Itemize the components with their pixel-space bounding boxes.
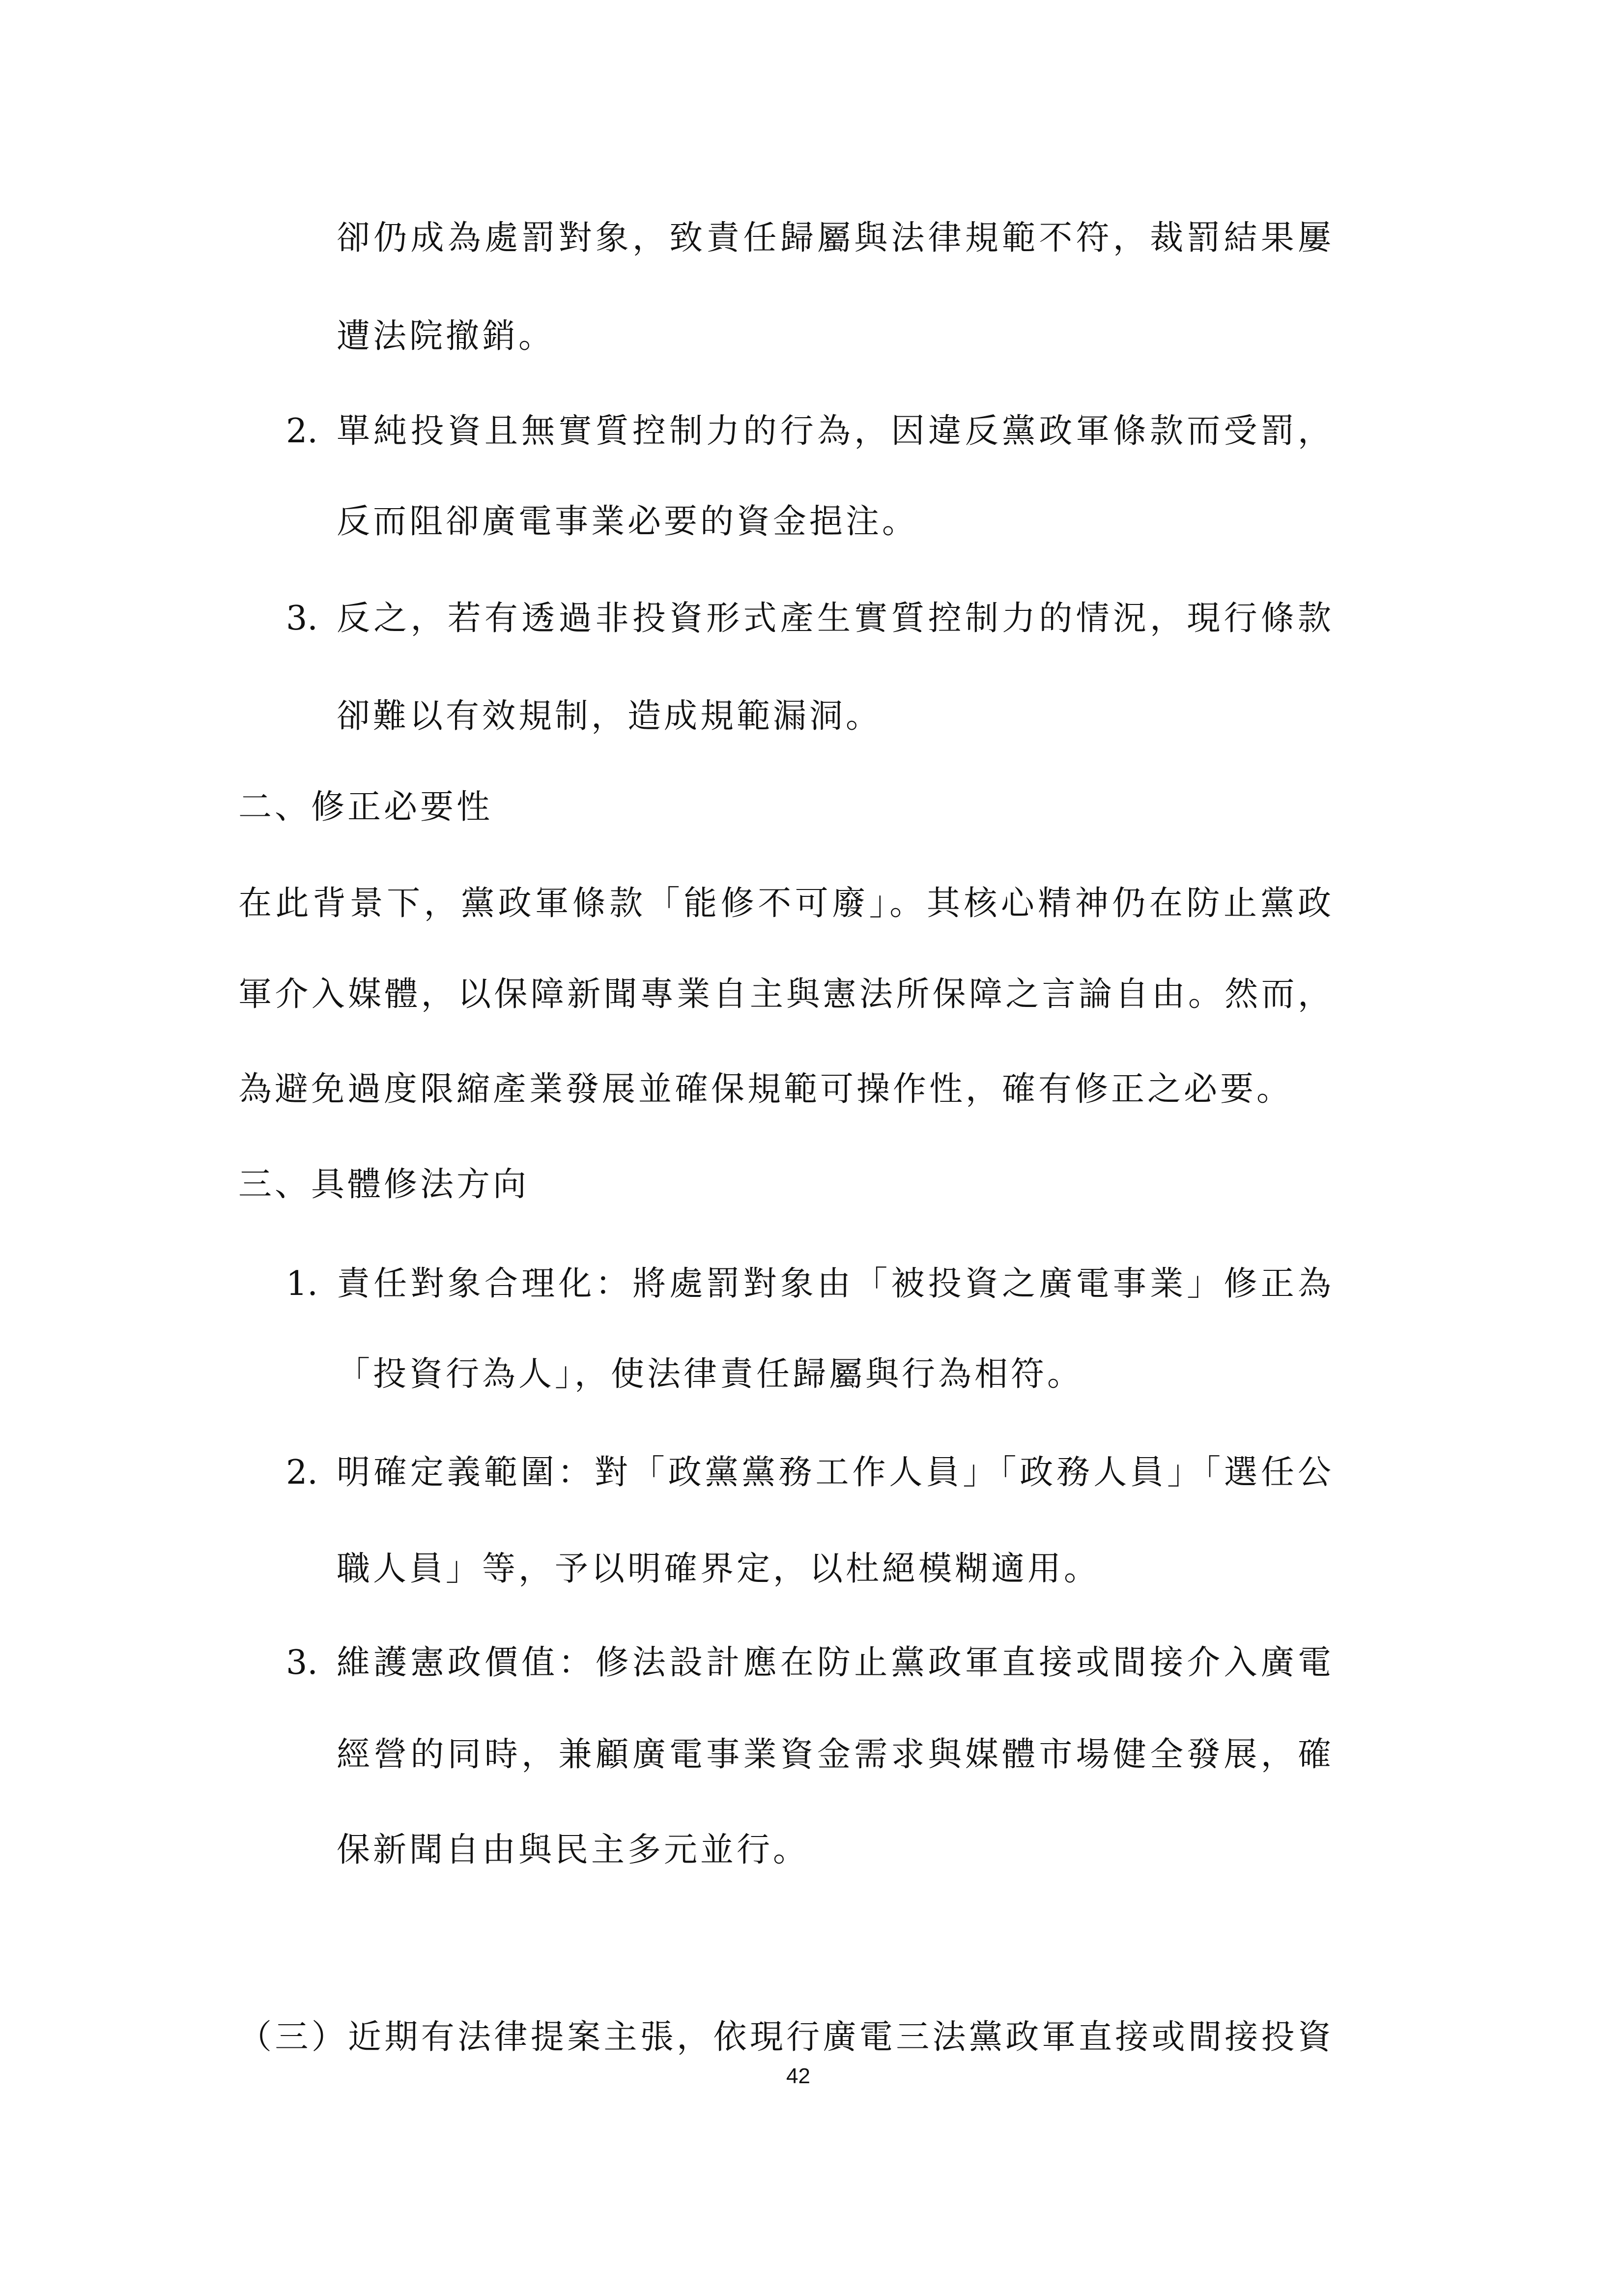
list-item-text: 經營的同時，兼顧廣電事業資金需求與媒體市場健全發展，確 — [337, 1735, 1334, 1774]
text-line: 卻仍成為處罰對象，致責任歸屬與法律規範不符，裁罰結果屢 — [337, 219, 1334, 258]
list-number: 1. — [286, 1264, 318, 1303]
text-line: 遭法院撤銷。 — [337, 317, 555, 356]
list-item-text: 職人員」等，予以明確界定，以杜絕模糊適用。 — [337, 1550, 1101, 1588]
paragraph-line: 為避免過度限縮產業發展並確保規範可操作性，確有修正之必要。 — [238, 1070, 1293, 1109]
section-heading: 二、修正必要性 — [238, 788, 493, 827]
list-number: 3. — [286, 599, 318, 638]
list-number: 2. — [286, 1453, 318, 1492]
list-item-text: 卻難以有效規制，造成規範漏洞。 — [337, 697, 883, 736]
list-item-text: 反之，若有透過非投資形式產生實質控制力的情況，現行條款 — [337, 599, 1334, 638]
list-item-text: 責任對象合理化：將處罰對象由「被投資之廣電事業」修正為 — [337, 1264, 1334, 1303]
list-item-text: 明確定義範圍：對「政黨黨務工作人員」「政務人員」「選任公 — [337, 1453, 1334, 1492]
list-item-text: 單純投資且無實質控制力的行為，因違反黨政軍條款而受罰， — [337, 412, 1334, 451]
list-number: 2. — [286, 412, 318, 451]
paragraph-line: 軍介入媒體，以保障新聞專業自主與憲法所保障之言論自由。然而， — [238, 975, 1334, 1014]
paragraph-line: （三）近期有法律提案主張，依現行廣電三法黨政軍直接或間接投資 — [238, 2018, 1334, 2057]
list-item-text: 保新聞自由與民主多元並行。 — [337, 1831, 810, 1869]
paragraph-line: 在此背景下，黨政軍條款「能修不可廢」。其核心精神仍在防止黨政 — [238, 884, 1334, 923]
list-item-text: 維護憲政價值：修法設計應在防止黨政軍直接或間接介入廣電 — [337, 1643, 1334, 1682]
page-number: 42 — [786, 2064, 810, 2088]
section-heading: 三、具體修法方向 — [238, 1165, 530, 1204]
list-number: 3. — [286, 1643, 318, 1682]
list-item-text: 「投資行為人」，使法律責任歸屬與行為相符。 — [337, 1355, 1084, 1394]
list-item-text: 反而阻卻廣電事業必要的資金挹注。 — [337, 502, 919, 541]
